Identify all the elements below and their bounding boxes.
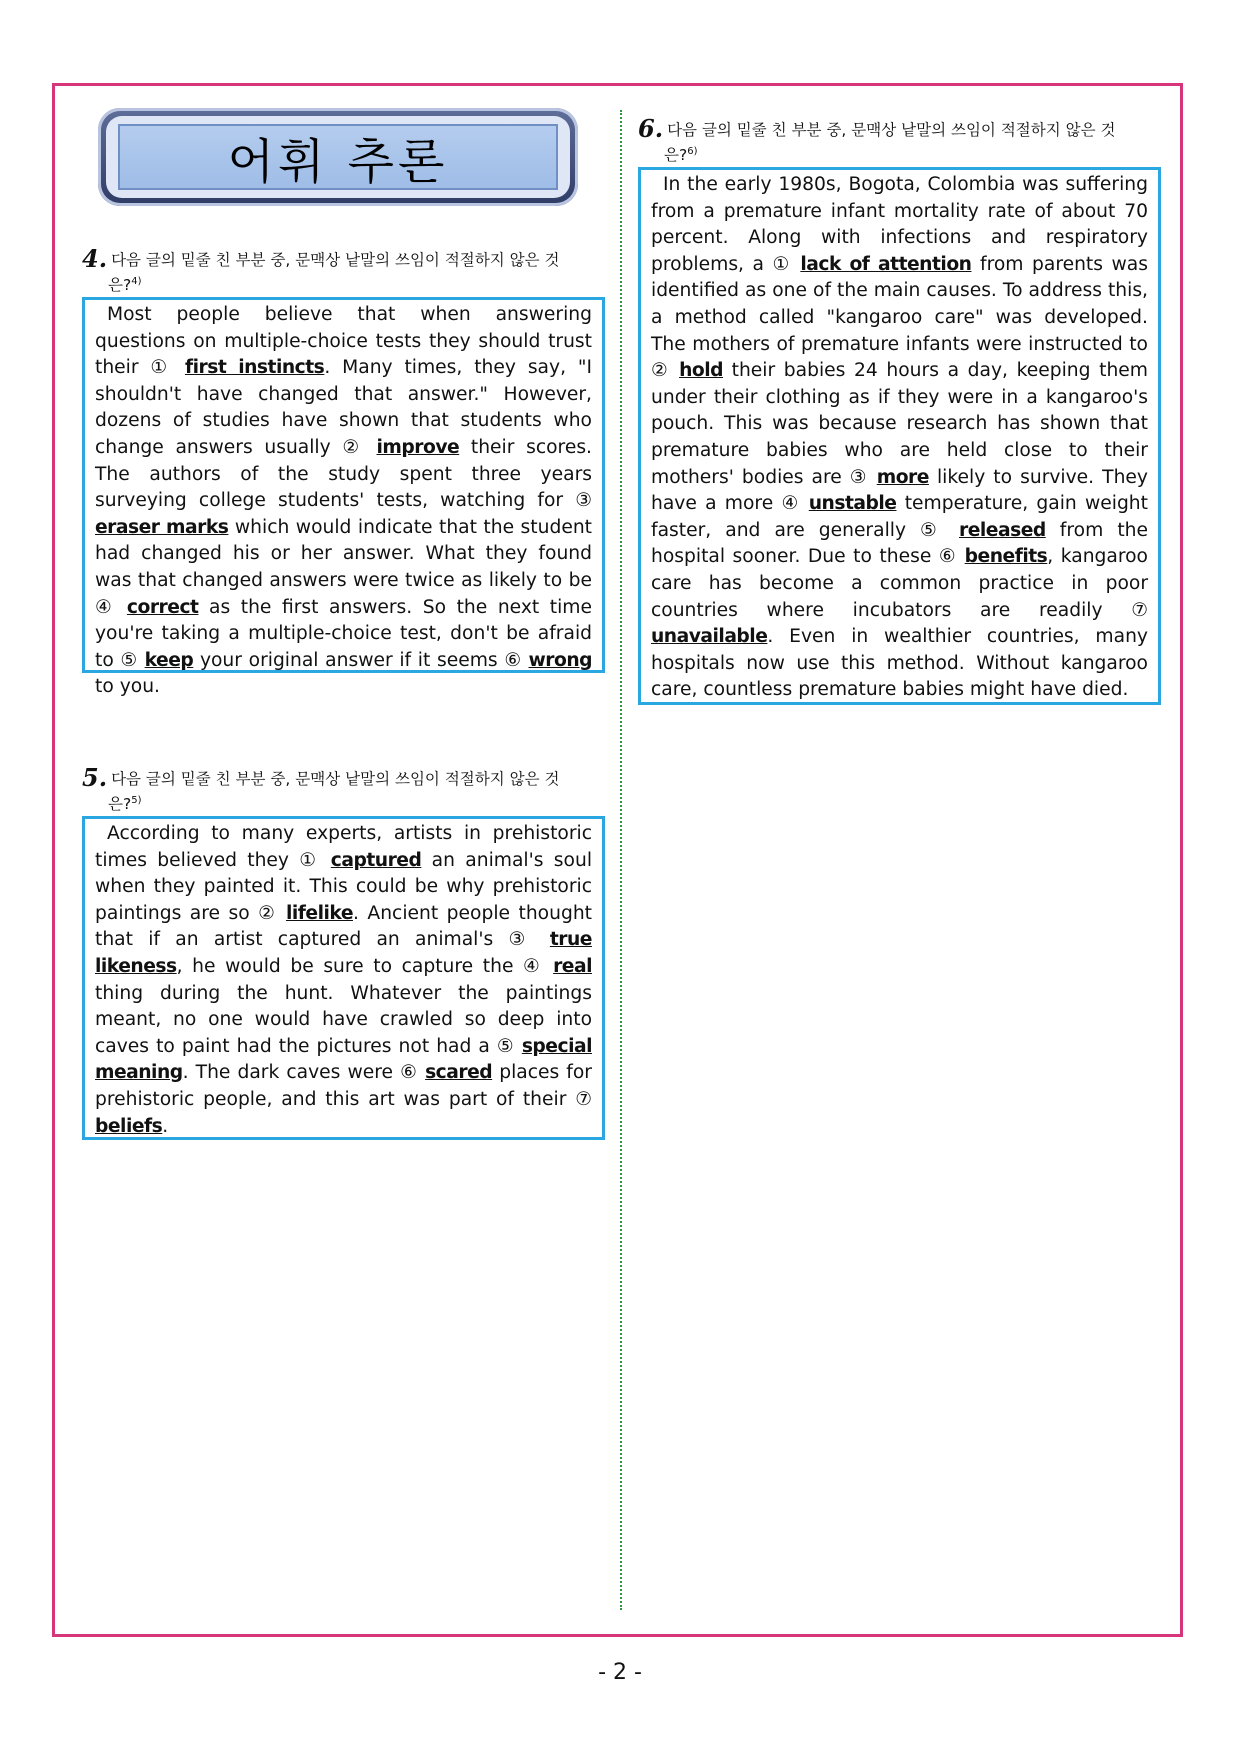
passage-text: Most people believe that when answering questions on multiple-choice tests they should trust their ① first instincts. Many times, they say, "I shouldn't have changed that answer." However, dozens of studies have shown that students who change answers usually ② improve their scores. The authors of the study spent three years surveying college students' tests, watching for ③ eraser marks which would indicate that the student had changed his or her answer. What they found was that changed answers were twice as likely to be ④ correct as the first answers. So the next time you're taking a multiple-choice test, don't be afraid to ⑤ keep your original answer if it seems ⑥ wrong to you. <box>95 304 592 698</box>
underlined-choice: benefits <box>964 546 1048 568</box>
question-5-prompt: 5. 다음 글의 밑줄 친 부분 중, 문맥상 낱말의 쓰임이 적절하지 않은 것 은?$^{5)}$ <box>82 763 560 814</box>
underlined-choice: more <box>876 466 929 488</box>
question-6-prompt: 6. 다음 글의 밑줄 친 부분 중, 문맥상 낱말의 쓰임이 적절하지 않은 것 은?$^{6)}$ <box>638 114 1116 165</box>
underlined-choice: keep <box>144 649 194 671</box>
footnote-marker: 5) <box>131 795 142 806</box>
underlined-choice: lack of attention <box>800 253 972 275</box>
underlined-choice: scared <box>425 1062 493 1084</box>
underlined-choice: first instincts <box>184 357 325 379</box>
underlined-choice: eraser marks <box>95 516 229 538</box>
page-title: 어휘 추론 <box>227 133 449 190</box>
underlined-choice: lifelike <box>285 902 353 924</box>
question-4-passage <box>82 297 605 698</box>
passage-text: In the early 1980s, Bogota, Colombia was suffering from a premature infant mortality rate of about 70 percent. Along with infections and respiratory problems, a ① lack of attention from parents was identified as one of the main causes. To address this, a method called "kangaroo care" was developed. The mothers of premature infants were instructed to ② hold their babies 24 hours a day, keeping them under their clothing as if they were in a kangaroo's pouch. This was because research has shown that premature babies who are held close to their mothers' bodies are ③ more likely to survive. They have a more ④ unstable temperature, gain weight faster, and are generally ⑤ released from the hospital sooner. Due to these ⑥ benefits, kangaroo care has become a common practice in poor countries where incubators are readily ⑦ unavailable. Even in wealthier countries, many hospitals now use this method. Without kangaroo care, countless premature babies might have died. <box>651 174 1149 701</box>
underlined-choice: wrong <box>528 649 592 671</box>
question-number: 4. <box>82 244 108 273</box>
footnote-marker: 4) <box>131 276 142 287</box>
underlined-choice: beliefs <box>95 1115 163 1137</box>
underlined-choice: hold <box>679 360 723 382</box>
underlined-choice: special meaning <box>95 1035 592 1084</box>
question-6-passage <box>638 167 1161 705</box>
page-number: - 2 - <box>598 1660 642 1685</box>
footnote-marker: 6) <box>687 146 698 157</box>
underlined-choice: released <box>958 519 1046 541</box>
underlined-choice: unstable <box>808 493 897 515</box>
underlined-choice: correct <box>126 596 199 618</box>
underlined-choice: captured <box>330 849 422 871</box>
question-4-prompt: 4. 다음 글의 밑줄 친 부분 중, 문맥상 낱말의 쓰임이 적절하지 않은 것 은?$^{4)}$ <box>82 244 560 295</box>
underlined-choice: unavailable <box>651 626 768 648</box>
question-number: 5. <box>82 763 108 792</box>
underlined-choice: true likeness <box>95 929 592 977</box>
passage-text: According to many experts, artists in prehistoric times believed they ① captured an animal's soul when they painted it. This could be why prehistoric paintings are so ② lifelike. Ancient people thought that if an artist captured an animal's ③ true likeness, he would be sure to capture the ④ real thing during the hunt. Whatever the paintings meant, no one would have crawled so deep into caves to paint had the pictures not had a ⑤ special meaning. The dark caves were ⑥ scared places for prehistoric people, and this art was part of their ⑦ beliefs. <box>95 823 593 1137</box>
column-divider <box>620 110 622 1610</box>
question-5-passage <box>82 816 605 1140</box>
title-banner <box>98 108 578 206</box>
underlined-choice: improve <box>376 436 460 458</box>
question-number: 6. <box>638 114 664 143</box>
underlined-choice: real <box>553 955 592 977</box>
